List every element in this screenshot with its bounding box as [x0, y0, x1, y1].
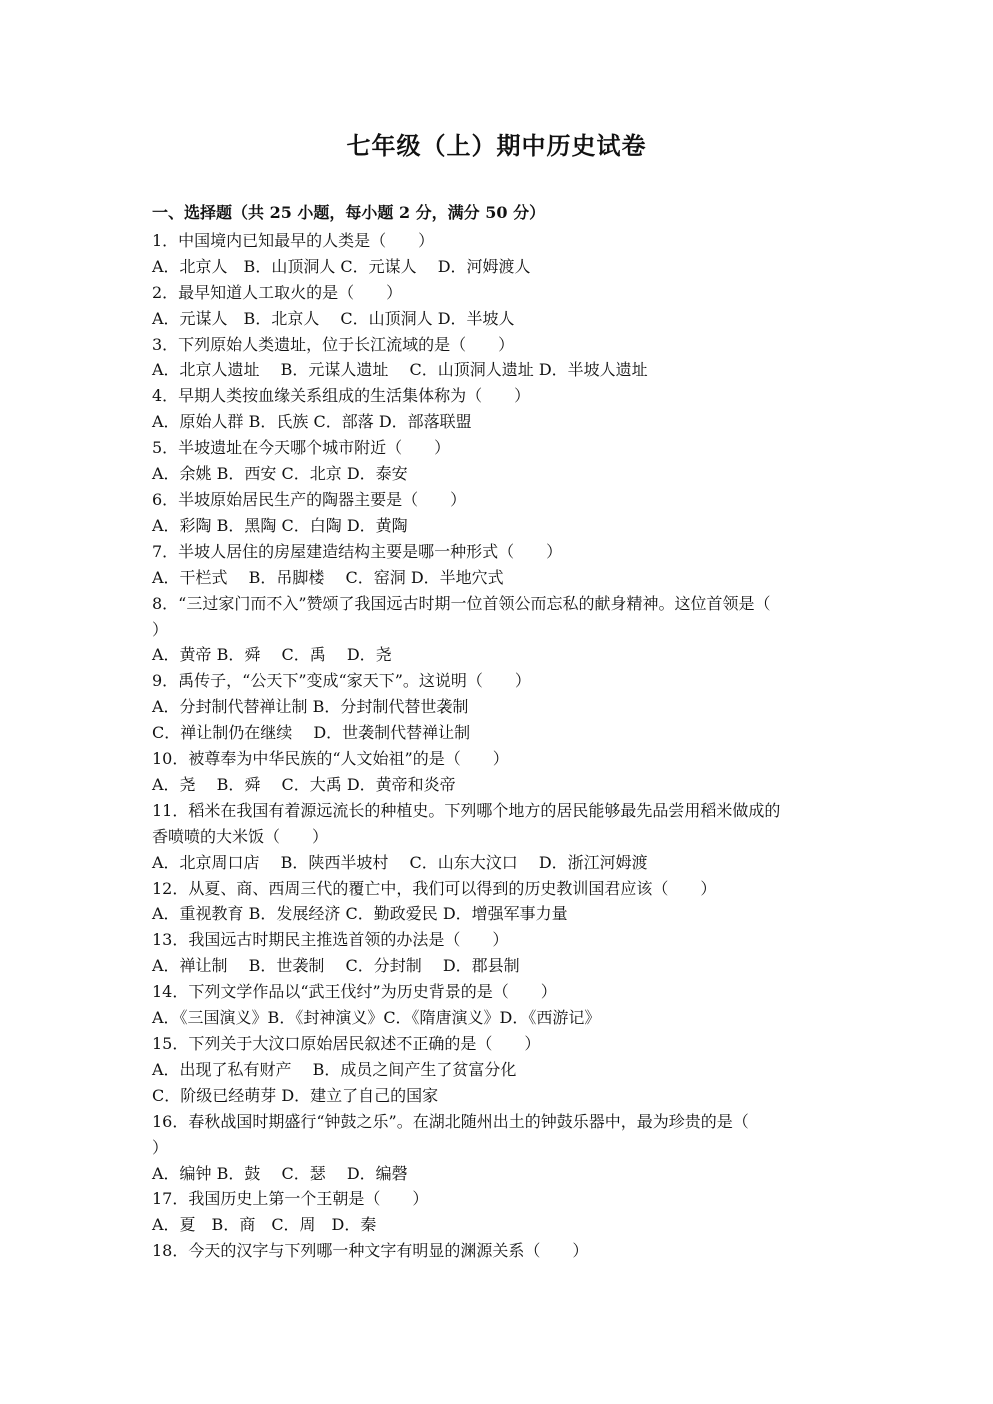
- options-line: A．余姚 B．西安 C．北京 D．泰安: [152, 464, 408, 484]
- question-line: 12．从夏、商、西周三代的覆亡中，我们可以得到的历史教训国君应该（ ）: [152, 878, 717, 898]
- question-line: 13．我国远古时期民主推选首领的办法是（ ）: [152, 930, 509, 950]
- question-line: 8．“三过家门而不入”赞颂了我国远古时期一位首领公而忘私的献身精神。这位首领是（: [152, 593, 771, 613]
- options-line: A．北京周口店 B．陕西半坡村 C．山东大汶口 D．浙江河姆渡: [152, 852, 648, 872]
- options-line: C．禅让制仍在继续 D．世袭制代替禅让制: [152, 723, 471, 743]
- options-line: A．彩陶 B．黑陶 C．白陶 D．黄陶: [152, 515, 408, 535]
- section-heading: 一、选择题（共 25 小题，每小题 2 分，满分 50 分）: [152, 203, 546, 222]
- options-line: A．分封制代替禅让制 B．分封制代替世袭制: [152, 697, 469, 717]
- question-line: 香喷喷的大米饭（ ）: [152, 826, 329, 846]
- question-line: ）: [152, 1137, 169, 1157]
- options-line: A．干栏式 B．吊脚楼 C．窑洞 D．半地穴式: [152, 567, 504, 587]
- options-line: A．夏 B．商 C．周 D．秦: [152, 1215, 377, 1235]
- question-line: 17．我国历史上第一个王朝是（ ）: [152, 1189, 429, 1209]
- question-line: 9．禹传子，“公天下”变成“家天下”。这说明（ ）: [152, 671, 531, 691]
- options-line: A．原始人群 B．氏族 C．部落 D．部落联盟: [152, 412, 472, 432]
- question-line: 15．下列关于大汶口原始居民叙述不正确的是（ ）: [152, 1034, 541, 1053]
- question-line: 6．半坡原始居民生产的陶器主要是（ ）: [152, 489, 467, 509]
- exam-title: 七年级（上）期中历史试卷: [346, 131, 647, 160]
- options-line: A．禅让制 B．世袭制 C．分封制 D．郡县制: [152, 956, 520, 976]
- options-line: A．元谋人 B．北京人 C．山顶洞人 D．半坡人: [152, 308, 515, 328]
- options-line: A．《三国演义》B．《封神演义》C．《隋唐演义》D．《西游记》: [152, 1008, 601, 1028]
- options-line: A．北京人遗址 B．元谋人遗址 C．山顶洞人遗址 D．半坡人遗址: [152, 360, 648, 380]
- question-line: 3．下列原始人类遗址，位于长江流域的是（ ）: [152, 334, 515, 354]
- options-line: A．黄帝 B．舜 C．禹 D．尧: [152, 645, 392, 665]
- options-line: A．出现了私有财产 B．成员之间产生了贫富分化: [152, 1059, 517, 1079]
- question-line: 18．今天的汉字与下列哪一种文字有明显的渊源关系（ ）: [152, 1241, 589, 1261]
- question-line: 5．半坡遗址在今天哪个城市附近（ ）: [152, 438, 451, 458]
- options-line: A．北京人 B．山顶洞人 C．元谋人 D．河姆渡人: [152, 256, 531, 276]
- question-line: 7．半坡人居住的房屋建造结构主要是哪一种形式（ ）: [152, 541, 563, 561]
- options-line: C．阶级已经萌芽 D．建立了自己的国家: [152, 1085, 439, 1105]
- options-line: A．编钟 B．鼓 C．瑟 D．编磬: [152, 1163, 408, 1183]
- exam-content: [152, 200, 852, 1264]
- options-line: A．重视教育 B．发展经济 C．勤政爱民 D．增强军事力量: [152, 904, 568, 924]
- question-line: 4．早期人类按血缘关系组成的生活集体称为（ ）: [152, 386, 531, 406]
- question-line: 16．春秋战国时期盛行“钟鼓之乐”。在湖北随州出土的钟鼓乐器中，最为珍贵的是（: [152, 1111, 749, 1131]
- question-line: ）: [152, 619, 169, 639]
- question-line: 11．稻米在我国有着源远流长的种植史。下列哪个地方的居民能够最先品尝用稻米做成的: [152, 800, 781, 820]
- question-line: 10．被尊奉为中华民族的“人文始祖”的是（ ）: [152, 749, 509, 769]
- options-line: A．尧 B．舜 C．大禹 D．黄帝和炎帝: [152, 774, 456, 794]
- question-line: 1．中国境内已知最早的人类是（ ）: [152, 230, 435, 250]
- question-line: 14．下列文学作品以“武王伐纣”为历史背景的是（ ）: [152, 982, 557, 1002]
- question-line: 2．最早知道人工取火的是（ ）: [152, 282, 403, 302]
